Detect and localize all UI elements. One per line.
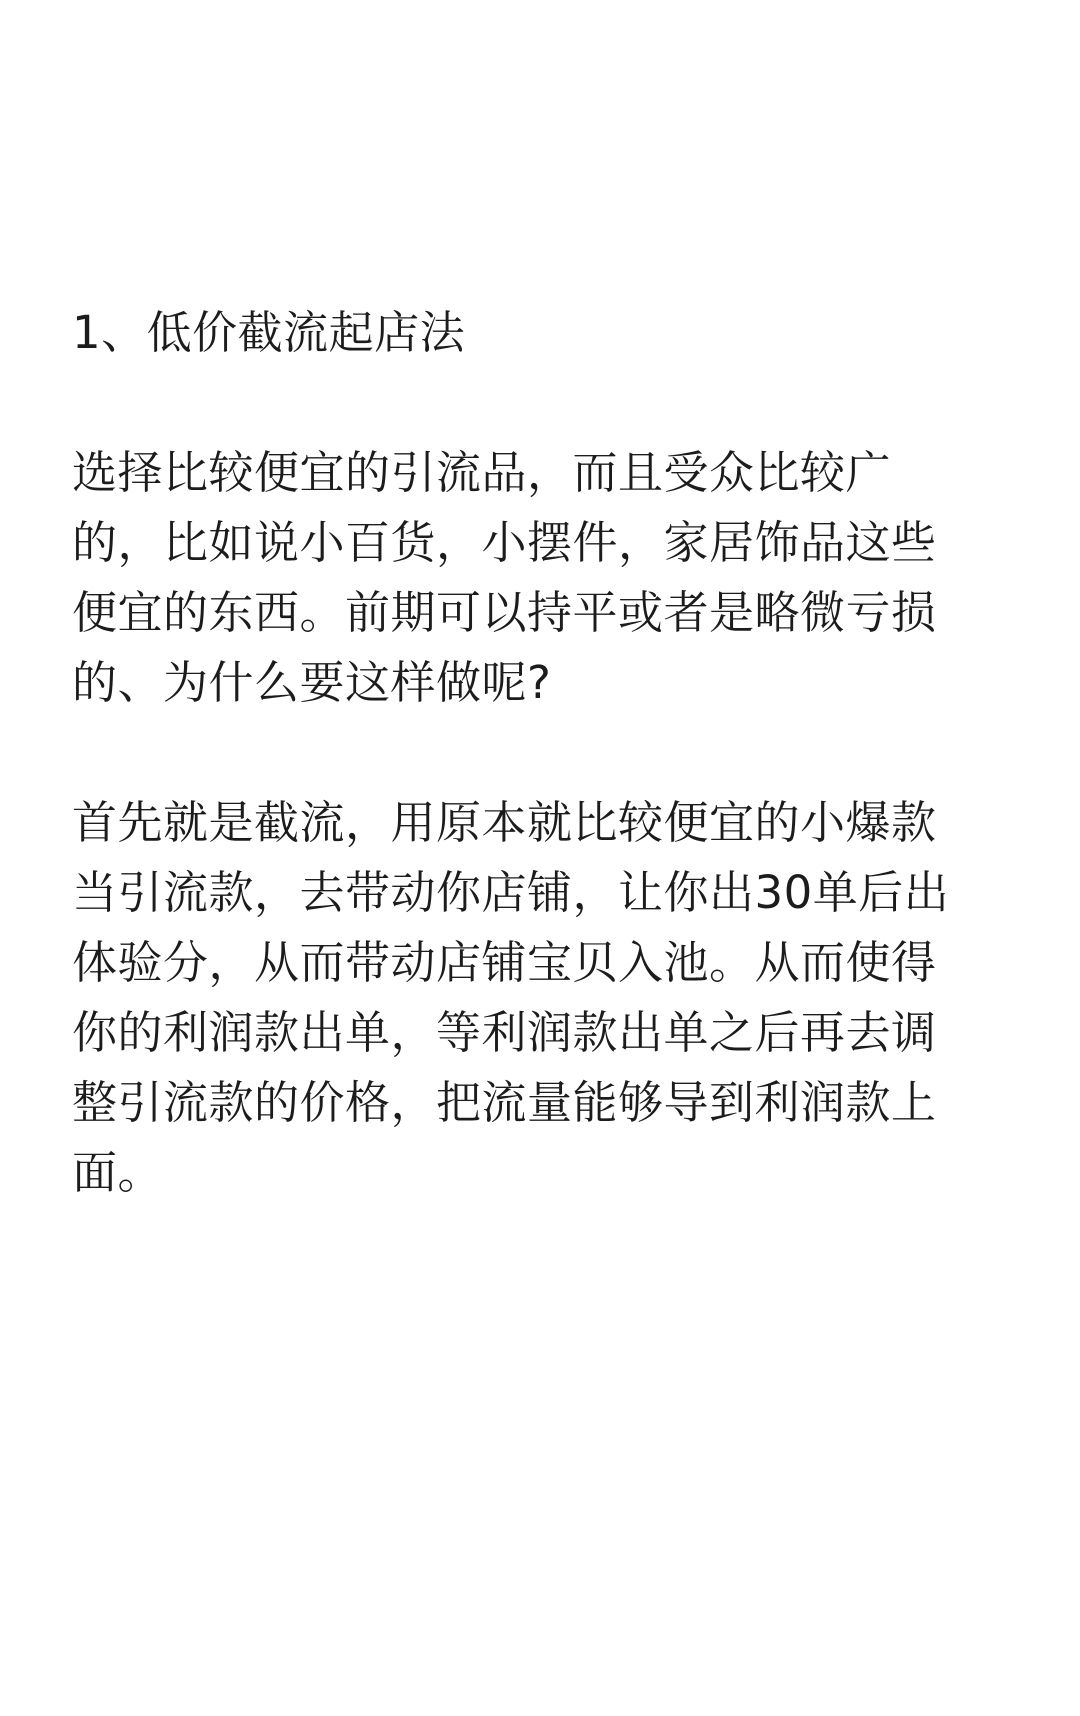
text-line: 的，比如说小百货，小摆件，家居饰品这些: [72, 516, 937, 569]
text-line: 便宜的东西。前期可以持平或者是略微亏损: [72, 586, 937, 639]
text-line: 你的利润款出单，等利润款出单之后再去调: [72, 1006, 937, 1059]
text-line: 面。: [72, 1146, 164, 1199]
text-line: 体验分，从而带动店铺宝贝入池。从而使得: [72, 936, 937, 989]
text-line: 首先就是截流，用原本就比较便宜的小爆款: [72, 796, 937, 849]
text-line: 的、为什么要这样做呢?: [72, 656, 552, 709]
paragraph-intro: [72, 438, 1012, 718]
section-heading: 1、低价截流起店法: [72, 306, 466, 359]
article-body: [72, 298, 1012, 1278]
text-line: 当引流款，去带动你店铺，让你出30单后出: [72, 866, 950, 919]
text-line: 选择比较便宜的引流品，而且受众比较广: [72, 446, 892, 499]
paragraph-explanation: [72, 788, 1012, 1208]
text-line: 整引流款的价格，把流量能够导到利润款上: [72, 1076, 937, 1129]
